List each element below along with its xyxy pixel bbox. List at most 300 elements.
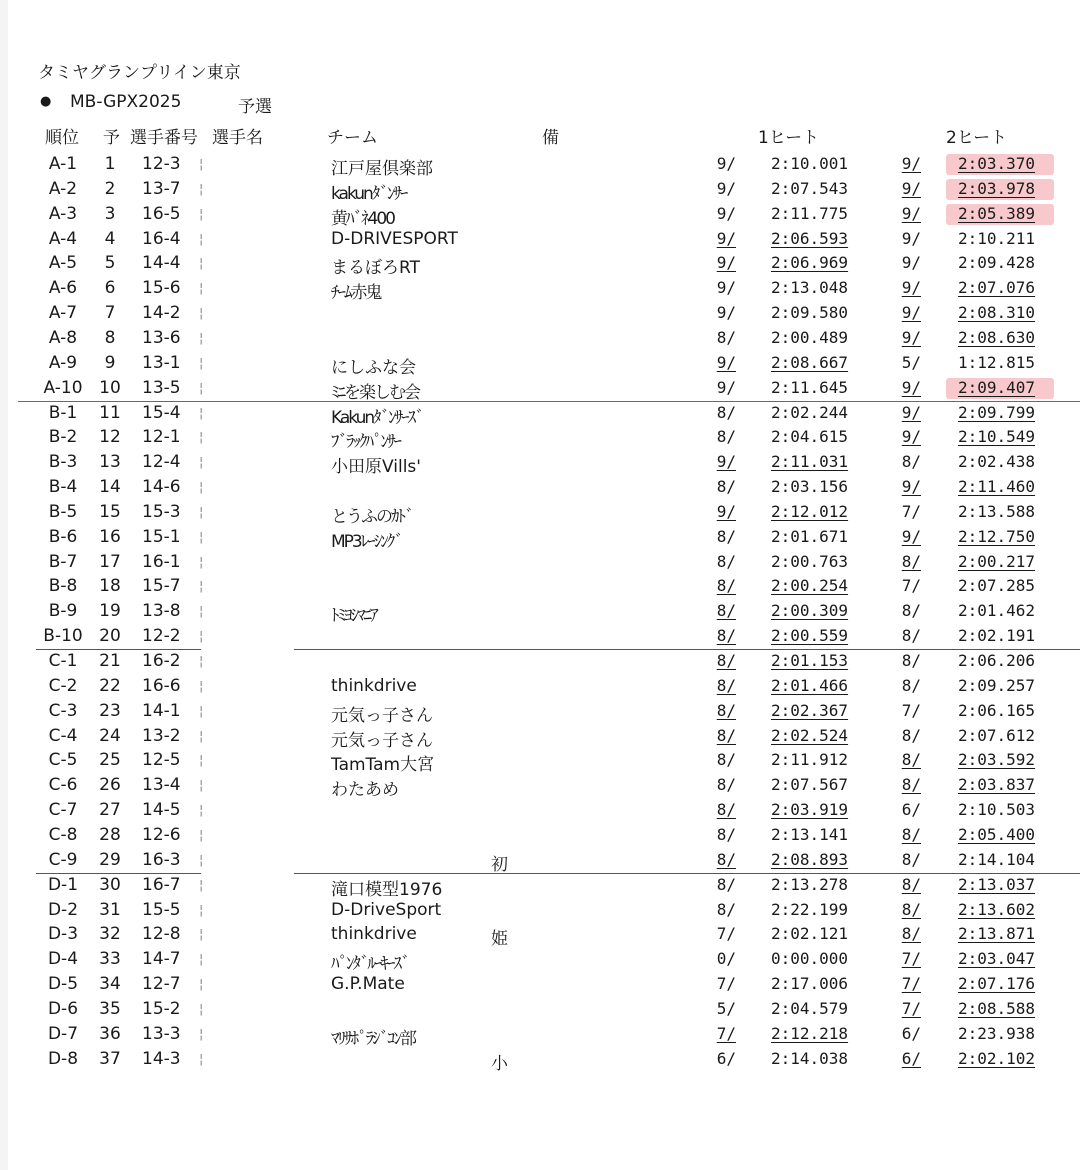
table-row	[0, 1022, 1080, 1047]
heat2-laps-cell: 6/	[901, 1048, 921, 1068]
heat2-laps-cell: 9/	[901, 477, 921, 497]
team-cell: 黄ﾊﾞﾈ400	[331, 208, 394, 229]
heat1-laps-cell: 8/	[716, 800, 736, 820]
team-cell: ﾊﾟﾝﾀﾞﾙｰｷｰｽﾞ	[331, 954, 409, 975]
racer-number-cell: 13-6	[142, 327, 181, 348]
heat2-time-cell: 2:01.462	[958, 601, 1036, 621]
heat2-laps-cell: 8/	[901, 675, 921, 695]
rank-cell: B-5	[48, 501, 78, 522]
heat2-time-cell: 2:12.750	[958, 526, 1036, 546]
name-redacted-mark: ¦	[199, 703, 204, 719]
team-cell: thinkdrive	[331, 924, 417, 945]
table-row	[0, 574, 1080, 599]
rank-cell: C-6	[48, 775, 78, 796]
heat2-laps-cell: 6/	[901, 800, 921, 820]
heat1-time-cell: 2:00.763	[771, 551, 849, 571]
team-cell: 江戸屋倶楽部	[331, 159, 433, 179]
table-row	[0, 525, 1080, 550]
page-title: タミヤグランプリイン東京	[38, 63, 241, 83]
table-row	[0, 351, 1080, 376]
heat1-time-cell: 2:12.012	[771, 501, 849, 521]
heat1-laps-cell: 8/	[716, 651, 736, 670]
rank-cell: B-1	[48, 402, 78, 423]
rank-cell: A-9	[48, 352, 78, 373]
heat1-laps-cell: 8/	[716, 526, 736, 546]
heat2-time-cell: 2:08.630	[958, 327, 1036, 347]
heat2-laps-cell: 7/	[901, 974, 921, 994]
racer-number-cell: 12-7	[142, 974, 181, 995]
racer-number-cell: 16-6	[142, 675, 181, 696]
table-row	[0, 401, 1080, 426]
heat1-time-cell: 2:06.969	[771, 253, 849, 273]
heat1-time-cell: 2:07.543	[771, 178, 849, 198]
name-redacted-mark: ¦	[199, 678, 204, 694]
racer-number-cell: 12-1	[142, 427, 181, 448]
heat2-laps-cell: 8/	[901, 924, 921, 944]
name-redacted-mark: ¦	[199, 952, 204, 968]
racer-number-cell: 13-1	[142, 352, 181, 373]
team-cell: 小田原Vills'	[331, 457, 421, 478]
heat1-laps-cell: 8/	[716, 427, 736, 447]
heat1-time-cell: 2:03.919	[771, 800, 849, 820]
racer-number-cell: 16-4	[142, 228, 181, 249]
heat1-laps-cell: 6/	[716, 1048, 736, 1068]
rank-cell: C-8	[48, 824, 78, 845]
pre-cell: 14	[99, 477, 121, 498]
heat2-time-cell: 2:07.285	[958, 576, 1036, 596]
rank-cell: A-1	[48, 154, 78, 174]
table-row	[0, 997, 1080, 1022]
name-redacted-mark: ¦	[199, 852, 204, 868]
racer-number-cell: 15-2	[142, 998, 181, 1019]
heat1-time-cell: 2:06.593	[771, 228, 849, 248]
heat2-laps-cell: 8/	[901, 626, 921, 646]
heat2-time-cell: 2:02.191	[958, 626, 1036, 646]
team-cell: G.P.Mate	[331, 974, 405, 995]
name-redacted-mark: ¦	[199, 654, 204, 669]
heat1-laps-cell: 9/	[716, 452, 736, 472]
rank-cell: B-8	[48, 576, 78, 597]
pre-cell: 27	[99, 800, 121, 821]
racer-number-cell: 12-6	[142, 824, 181, 845]
bullet-mark: ●	[40, 94, 52, 109]
note-cell: 姫	[491, 929, 508, 950]
table-row	[0, 251, 1080, 279]
name-redacted-mark: ¦	[199, 455, 204, 471]
heat1-time-cell: 2:01.466	[771, 675, 849, 695]
table-row	[0, 873, 1080, 898]
pre-cell: 9	[104, 352, 116, 373]
rank-cell: B-7	[48, 551, 78, 572]
name-redacted-mark: ¦	[199, 728, 204, 744]
header-racer-no: 選手番号	[130, 128, 198, 148]
heat2-time-cell: 2:03.370	[958, 154, 1036, 173]
heat1-time-cell: 2:17.006	[771, 974, 849, 994]
racer-number-cell: 15-6	[142, 278, 181, 299]
rank-cell: B-6	[48, 526, 78, 547]
pre-cell: 3	[104, 203, 116, 224]
pre-cell: 30	[99, 874, 121, 895]
heat1-laps-cell: 9/	[716, 253, 736, 273]
table-row	[0, 848, 1080, 873]
heat1-laps-cell: 5/	[716, 998, 736, 1018]
heat2-laps-cell: 9/	[901, 427, 921, 447]
racer-number-cell: 13-4	[142, 775, 181, 796]
heat1-laps-cell: 9/	[716, 352, 736, 372]
heat2-laps-cell: 8/	[901, 899, 921, 919]
racer-number-cell: 14-1	[142, 700, 181, 721]
heat1-time-cell: 2:02.524	[771, 725, 849, 745]
heat2-time-cell: 2:23.938	[958, 1023, 1036, 1043]
rank-cell: B-4	[48, 477, 78, 498]
heat2-laps-cell: 7/	[901, 576, 921, 596]
table-row	[0, 276, 1080, 304]
heat2-laps-cell: 5/	[901, 352, 921, 372]
name-redacted-mark: ¦	[199, 977, 204, 993]
heat2-time-cell: 2:02.102	[958, 1048, 1036, 1068]
table-row	[0, 425, 1080, 453]
heat1-time-cell: 2:07.567	[771, 775, 849, 795]
heat2-laps-cell: 7/	[901, 949, 921, 969]
table-row	[0, 649, 1080, 674]
heat1-laps-cell: 8/	[716, 824, 736, 844]
heat1-laps-cell: 9/	[716, 303, 736, 323]
heat1-time-cell: 2:04.615	[771, 427, 849, 447]
divider-a-b	[18, 401, 1080, 402]
pre-cell: 25	[99, 750, 121, 771]
racer-number-cell: 15-4	[142, 402, 181, 423]
heat1-time-cell: 2:11.031	[771, 452, 849, 472]
table-row	[0, 972, 1080, 997]
name-redacted-mark: ¦	[199, 1051, 204, 1067]
racer-number-cell: 16-5	[142, 203, 181, 224]
rank-cell: A-8	[48, 327, 78, 348]
heat1-time-cell: 2:02.367	[771, 700, 849, 720]
heat2-laps-cell: 9/	[901, 178, 921, 198]
pre-cell: 2	[104, 178, 116, 199]
racer-number-cell: 16-7	[142, 874, 181, 895]
heat2-laps-cell: 8/	[901, 651, 921, 670]
pre-cell: 7	[104, 303, 116, 324]
racer-number-cell: 12-3	[142, 154, 181, 174]
team-cell: 元気っ子さん	[331, 730, 433, 751]
name-redacted-mark: ¦	[199, 430, 204, 446]
pre-cell: 22	[99, 675, 121, 696]
heat1-time-cell: 2:14.038	[771, 1048, 849, 1068]
name-redacted-mark: ¦	[199, 231, 204, 247]
racer-number-cell: 12-5	[142, 750, 181, 771]
rank-cell: C-9	[48, 849, 78, 870]
heat2-time-cell: 2:13.602	[958, 899, 1036, 919]
event-name: MB-GPX2025	[70, 92, 182, 112]
racer-number-cell: 15-3	[142, 501, 181, 522]
heat1-time-cell: 2:01.671	[771, 526, 849, 546]
team-cell: 滝口模型1976	[331, 879, 443, 900]
name-redacted-mark: ¦	[199, 1001, 204, 1017]
table-row	[0, 947, 1080, 975]
table-row	[0, 500, 1080, 525]
racer-number-cell: 12-8	[142, 924, 181, 945]
heat1-laps-cell: 8/	[716, 899, 736, 919]
heat1-time-cell: 2:11.912	[771, 750, 849, 770]
table-row	[0, 177, 1080, 202]
heat1-laps-cell: 7/	[716, 924, 736, 944]
table-row	[0, 475, 1080, 500]
heat1-time-cell: 2:02.244	[771, 402, 849, 422]
heat2-laps-cell: 8/	[901, 874, 921, 894]
name-redacted-mark: ¦	[199, 579, 204, 595]
racer-number-cell: 14-4	[142, 253, 181, 274]
name-redacted-mark: ¦	[199, 1026, 204, 1042]
heat1-laps-cell: 8/	[716, 700, 736, 720]
rank-cell: C-2	[48, 675, 78, 696]
pre-cell: 17	[99, 551, 121, 572]
heat2-time-cell: 1:12.815	[958, 352, 1036, 372]
pre-cell: 34	[99, 974, 121, 995]
heat2-time-cell: 2:07.176	[958, 974, 1036, 994]
team-cell: 元気っ子さん	[331, 705, 433, 726]
pre-cell: 28	[99, 824, 121, 845]
team-cell: ﾁｰﾑ赤鬼	[331, 283, 381, 304]
heat2-laps-cell: 8/	[901, 601, 921, 621]
racer-number-cell: 15-7	[142, 576, 181, 597]
table-row	[0, 550, 1080, 575]
divider-b-c-right	[294, 649, 1080, 650]
table-row	[0, 922, 1080, 950]
team-cell: わたあめ	[331, 780, 399, 801]
heat2-time-cell: 2:10.503	[958, 800, 1036, 820]
team-cell: にしふな会	[331, 357, 416, 378]
heat1-laps-cell: 8/	[716, 626, 736, 646]
table-row	[0, 798, 1080, 823]
heat1-time-cell: 2:08.893	[771, 849, 849, 869]
heat1-time-cell: 2:10.001	[771, 154, 849, 173]
rank-cell: A-4	[48, 228, 78, 249]
heat2-time-cell: 2:10.211	[958, 228, 1036, 248]
table-row	[0, 227, 1080, 252]
heat2-time-cell: 2:09.799	[958, 402, 1036, 422]
heat1-laps-cell: 8/	[716, 576, 736, 596]
team-cell: ﾌﾞﾗｯｸﾊﾟﾝｻｰ	[331, 432, 400, 453]
heat1-time-cell: 2:04.579	[771, 998, 849, 1018]
rank-cell: A-6	[48, 278, 78, 299]
heat1-time-cell: 2:22.199	[771, 899, 849, 919]
heat2-time-cell: 2:11.460	[958, 477, 1036, 497]
heat1-time-cell: 2:13.048	[771, 278, 849, 298]
table-row	[0, 1047, 1080, 1072]
racer-number-cell: 16-2	[142, 651, 181, 671]
table-row	[0, 898, 1080, 923]
heat2-laps-cell: 9/	[901, 203, 921, 223]
note-cell: 初	[491, 854, 508, 875]
racer-number-cell: 15-1	[142, 526, 181, 547]
note-cell: 小	[491, 1053, 508, 1074]
table-row	[0, 152, 1080, 177]
table-row	[0, 326, 1080, 351]
heat2-laps-cell: 9/	[901, 303, 921, 323]
rank-cell: B-9	[48, 601, 78, 622]
heat2-laps-cell: 9/	[901, 377, 921, 397]
racer-number-cell: 13-2	[142, 725, 181, 746]
team-cell: MP3ﾚｰｼﾝｸﾞ	[331, 531, 402, 552]
rank-cell: C-5	[48, 750, 78, 771]
heat1-time-cell: 2:03.156	[771, 477, 849, 497]
name-redacted-mark: ¦	[199, 927, 204, 943]
header-heat1: 1ヒート	[758, 128, 820, 148]
divider-b-c-left	[36, 649, 201, 650]
heat1-laps-cell: 8/	[716, 849, 736, 869]
heat2-time-cell: 2:03.978	[958, 178, 1036, 198]
heat1-laps-cell: 8/	[716, 874, 736, 894]
heat2-time-cell: 2:03.592	[958, 750, 1036, 770]
heat1-laps-cell: 9/	[716, 377, 736, 397]
heat2-laps-cell: 6/	[901, 1023, 921, 1043]
heat1-time-cell: 2:12.218	[771, 1023, 849, 1043]
heat2-laps-cell: 7/	[901, 998, 921, 1018]
pre-cell: 18	[99, 576, 121, 597]
racer-number-cell: 15-5	[142, 899, 181, 920]
heat1-laps-cell: 8/	[716, 601, 736, 621]
rank-cell: C-1	[48, 651, 78, 671]
rank-cell: D-1	[47, 874, 79, 895]
heat1-time-cell: 2:00.309	[771, 601, 849, 621]
table-row	[0, 699, 1080, 724]
name-redacted-mark: ¦	[199, 355, 204, 371]
heat1-laps-cell: 0/	[716, 949, 736, 969]
heat1-laps-cell: 8/	[716, 750, 736, 770]
heat1-laps-cell: 9/	[716, 501, 736, 521]
pre-cell: 23	[99, 700, 121, 721]
table-row	[0, 624, 1080, 649]
heat1-laps-cell: 9/	[716, 178, 736, 198]
heat1-laps-cell: 8/	[716, 327, 736, 347]
heat1-laps-cell: 8/	[716, 402, 736, 422]
pre-cell: 35	[99, 998, 121, 1019]
table-row	[0, 748, 1080, 776]
rank-cell: D-2	[47, 899, 79, 920]
table-row	[0, 823, 1080, 848]
header-pre: 予	[103, 128, 120, 148]
heat1-laps-cell: 7/	[716, 974, 736, 994]
heat2-laps-cell: 9/	[901, 253, 921, 273]
pre-cell: 15	[99, 501, 121, 522]
heat2-laps-cell: 7/	[901, 501, 921, 521]
pre-cell: 24	[99, 725, 121, 746]
pre-cell: 33	[99, 949, 121, 970]
heat2-time-cell: 2:08.588	[958, 998, 1036, 1018]
team-cell: D-DRIVESPORT	[331, 228, 458, 249]
team-cell: TamTam大宮	[331, 755, 435, 776]
table-row	[0, 202, 1080, 227]
rank-cell: A-2	[48, 178, 78, 199]
name-redacted-mark: ¦	[199, 902, 204, 918]
name-redacted-mark: ¦	[199, 753, 204, 769]
heat1-laps-cell: 8/	[716, 775, 736, 795]
heat2-time-cell: 2:05.389	[958, 203, 1036, 223]
heat2-time-cell: 2:09.257	[958, 675, 1036, 695]
heat2-time-cell: 2:13.871	[958, 924, 1036, 944]
header-rank: 順位	[45, 128, 79, 148]
header-heat2: 2ヒート	[946, 128, 1008, 148]
heat1-time-cell: 2:11.645	[771, 377, 849, 397]
heat2-time-cell: 2:06.206	[958, 651, 1036, 670]
name-redacted-mark: ¦	[199, 629, 204, 645]
team-cell: とうふのｶﾄﾞ	[331, 506, 413, 527]
heat2-laps-cell: 8/	[901, 849, 921, 869]
name-redacted-mark: ¦	[199, 604, 204, 620]
header-note: 備	[542, 128, 559, 148]
racer-number-cell: 16-3	[142, 849, 181, 870]
rank-cell: C-3	[48, 700, 78, 721]
heat2-laps-cell: 9/	[901, 278, 921, 298]
divider-c-d-right	[294, 873, 1080, 874]
heat2-laps-cell: 8/	[901, 775, 921, 795]
team-cell: ﾏﾘｻﾎﾟﾗｼﾞｺﾝ部	[331, 1028, 415, 1049]
table-row	[0, 674, 1080, 699]
heat1-time-cell: 2:02.121	[771, 924, 849, 944]
heat1-time-cell: 2:08.667	[771, 352, 849, 372]
team-cell: thinkdrive	[331, 675, 417, 696]
racer-number-cell: 14-2	[142, 303, 181, 324]
table-row	[0, 301, 1080, 326]
rank-cell: A-7	[48, 303, 78, 324]
name-redacted-mark: ¦	[199, 256, 204, 272]
table-row	[0, 724, 1080, 749]
pre-cell: 26	[99, 775, 121, 796]
rank-cell: B-10	[43, 626, 83, 647]
name-redacted-mark: ¦	[199, 803, 204, 819]
racer-number-cell: 14-3	[142, 1048, 181, 1069]
team-cell: ﾄﾐﾖｼﾏﾆｱ	[331, 606, 377, 627]
heat2-time-cell: 2:03.837	[958, 775, 1036, 795]
name-redacted-mark: ¦	[199, 330, 204, 346]
heat2-time-cell: 2:07.612	[958, 725, 1036, 745]
header-team: チーム	[327, 128, 378, 148]
rank-cell: D-7	[47, 1023, 79, 1044]
name-redacted-mark: ¦	[199, 827, 204, 843]
racer-number-cell: 13-3	[142, 1023, 181, 1044]
rank-cell: A-10	[43, 377, 83, 398]
name-redacted-mark: ¦	[199, 529, 204, 545]
heat2-laps-cell: 9/	[901, 526, 921, 546]
heat2-laps-cell: 8/	[901, 551, 921, 571]
heat2-time-cell: 2:02.438	[958, 452, 1036, 472]
name-redacted-mark: ¦	[199, 206, 204, 222]
table-row	[0, 450, 1080, 478]
name-redacted-mark: ¦	[199, 181, 204, 197]
heat1-laps-cell: 7/	[716, 1023, 736, 1043]
heat2-laps-cell: 9/	[901, 402, 921, 422]
name-redacted-mark: ¦	[199, 504, 204, 520]
pre-cell: 37	[99, 1048, 121, 1069]
pre-cell: 5	[104, 253, 116, 274]
heat2-time-cell: 2:00.217	[958, 551, 1036, 571]
table-row	[0, 376, 1080, 401]
racer-number-cell: 12-4	[142, 452, 181, 473]
name-redacted-mark: ¦	[199, 554, 204, 570]
heat1-laps-cell: 9/	[716, 228, 736, 248]
heat2-time-cell: 2:10.549	[958, 427, 1036, 447]
name-redacted-mark: ¦	[199, 480, 204, 496]
heat1-laps-cell: 8/	[716, 477, 736, 497]
rank-cell: B-2	[48, 427, 78, 448]
heat2-time-cell: 2:13.037	[958, 874, 1036, 894]
rank-cell: D-6	[47, 998, 79, 1019]
heat2-time-cell: 2:08.310	[958, 303, 1036, 323]
team-cell: まるぼろRT	[331, 258, 420, 279]
heat1-laps-cell: 8/	[716, 725, 736, 745]
pre-cell: 13	[99, 452, 121, 473]
